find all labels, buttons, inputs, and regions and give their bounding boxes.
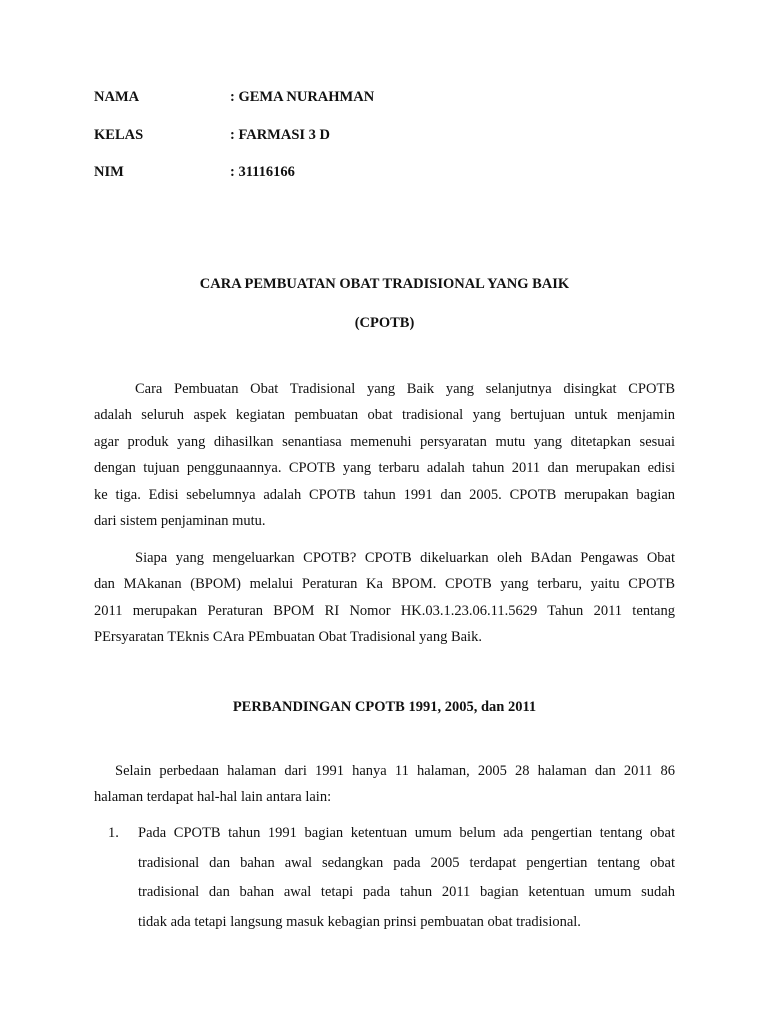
class-value: : FARMASI 3 D <box>230 127 331 143</box>
paragraph-line: dan MAkanan (BPOM) melalui Peraturan Ka BPOM. CPOTB yang terbaru, yaitu CPOTB <box>94 576 675 593</box>
paragraph-line: adalah seluruh aspek kegiatan pembuatan obat tradisional yang bertujuan untuk menjamin <box>94 407 675 424</box>
name-label: NAMA <box>94 89 140 105</box>
list-item-line: tidak ada tetapi langsung masuk kebagian prinsi pembuatan obat tradisional. <box>138 913 581 930</box>
section-heading: PERBANDINGAN CPOTB 1991, 2005, dan 2011 <box>232 699 537 715</box>
nim-value: : 31116166 <box>230 164 295 180</box>
paragraph-line: Siapa yang mengeluarkan CPOTB? CPOTB dikeluarkan oleh BAdan Pengawas Obat <box>135 550 675 566</box>
nim-label: NIM <box>94 164 124 180</box>
paragraph-line: dari sistem penjaminan mutu. <box>94 512 266 529</box>
paragraph-line: Cara Pembuatan Obat Tradisional yang Baik yang selanjutnya disingkat CPOTB <box>135 381 675 397</box>
paragraph-definition <box>94 376 675 534</box>
paragraph-line: halaman terdapat hal-hal lain antara lain: <box>94 789 332 806</box>
paragraph-line: ke tiga. Edisi sebelumnya adalah CPOTB tahun 1991 dan 2005. CPOTB merupakan bagian <box>94 486 675 503</box>
paragraph-line: agar produk yang dihasilkan senantiasa memenuhi persyaratan mutu yang ditetapkan sesuai <box>94 433 675 450</box>
list-item-body <box>138 819 675 937</box>
list-item-line: tradisional dan bahan awal sedangkan pada 2005 terdapat pengertian tentang obat <box>138 854 675 871</box>
paragraph-comparison-intro <box>94 758 675 811</box>
name-value: : GEMA NURAHMAN <box>230 89 375 105</box>
document-title-abbreviation: (CPOTB) <box>354 315 415 331</box>
paragraph-line: Selain perbedaan halaman dari 1991 hanya 11 halaman, 2005 28 halaman dan 2011 86 <box>115 763 675 779</box>
paragraph-line: 2011 merupakan Peraturan BPOM RI Nomor HK.03.1.23.06.11.5629 Tahun 2011 tentang <box>94 602 675 619</box>
document-title: CARA PEMBUATAN OBAT TRADISIONAL YANG BAIK <box>199 276 570 292</box>
list-item-line: tradisional dan bahan awal tetapi pada tahun 2011 bagian ketentuan umum sudah <box>138 884 675 900</box>
class-label: KELAS <box>94 127 144 143</box>
list-item-line: Pada CPOTB tahun 1991 bagian ketentuan umum belum ada pengertian tentang obat <box>138 825 675 841</box>
paragraph-line: PErsyaratan TEknis CAra PEmbuatan Obat Tradisional yang Baik. <box>94 629 482 646</box>
paragraph-issuer <box>94 545 675 651</box>
list-item-number: 1. <box>108 825 119 841</box>
paragraph-line: dengan tujuan penggunaannya. CPOTB yang terbaru adalah tahun 2011 dan merupakan edisi <box>94 460 675 477</box>
